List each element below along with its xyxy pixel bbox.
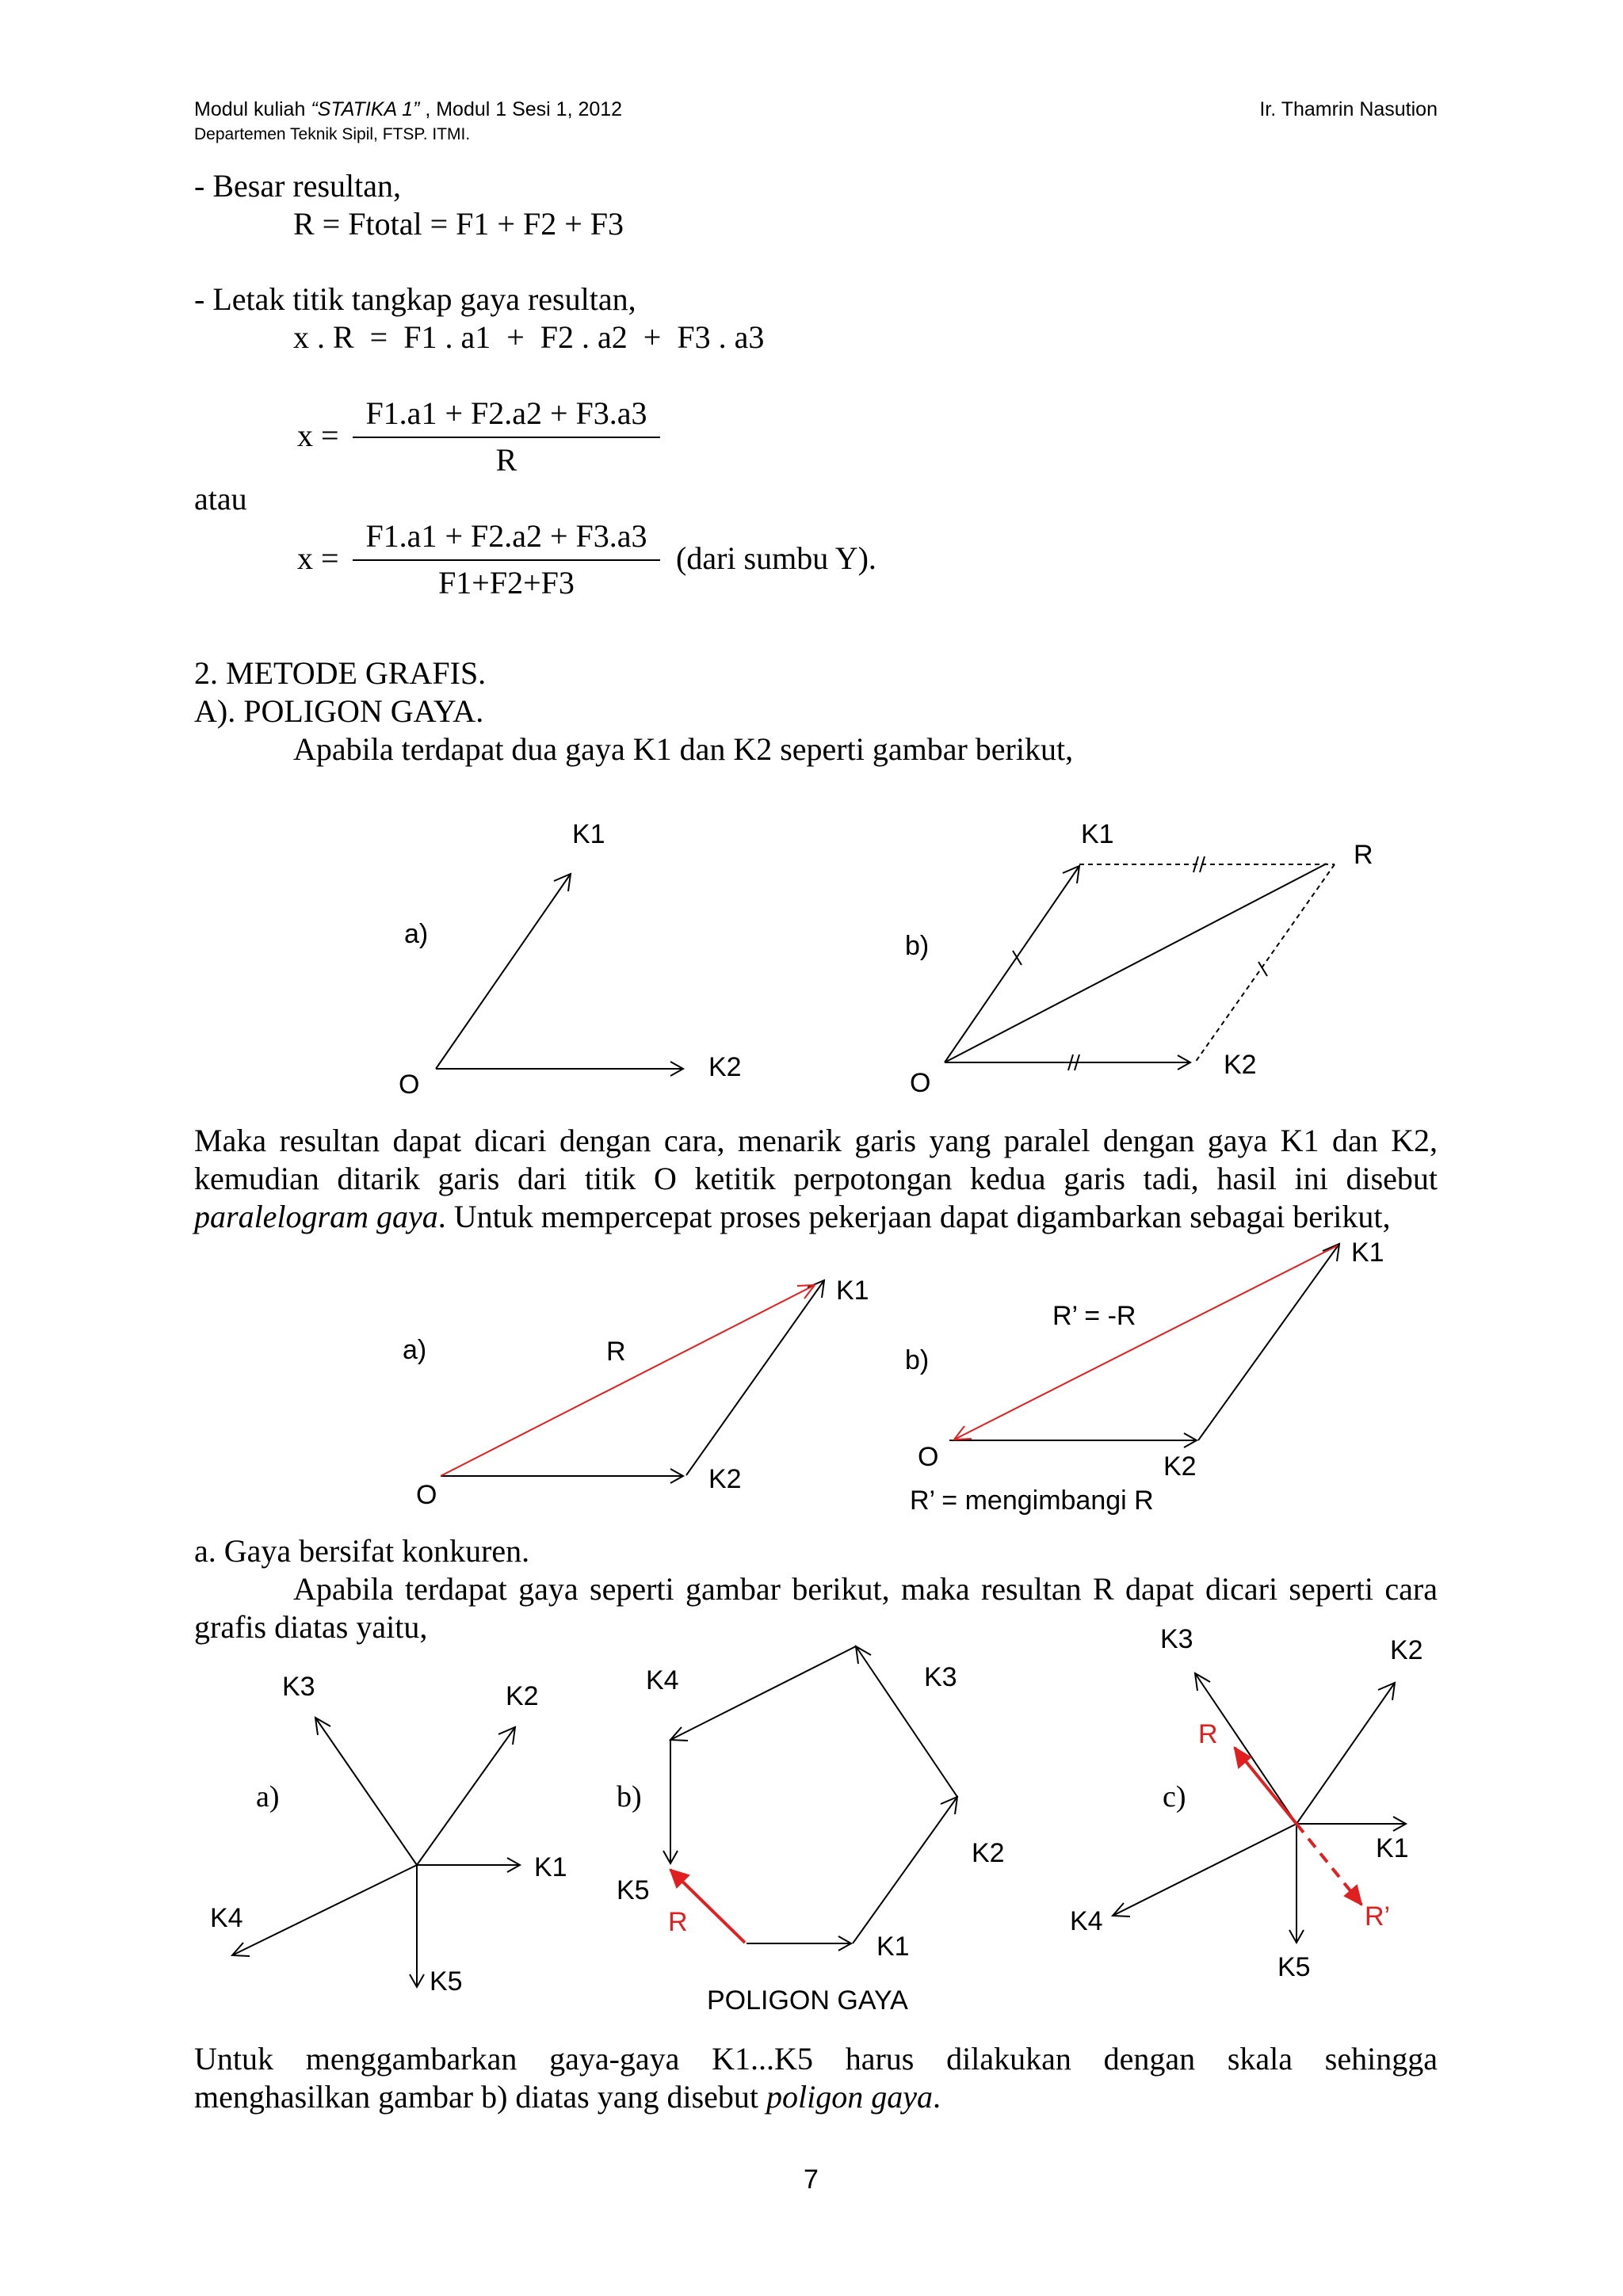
figure-2a — [441, 1280, 824, 1483]
fig3c-k2-label: K2 — [1390, 1635, 1423, 1665]
force-k4-arrow — [670, 1646, 856, 1740]
section-poligon-gaya: A). POLIGON GAYA. — [194, 693, 484, 729]
atau-label: atau — [194, 481, 247, 517]
section-metode-grafis: 2. METODE GRAFIS. — [194, 655, 487, 691]
paragraph-line: kemudian ditarik garis dari titik O ketitik perpotongan kedua garis tadi, hasil ini disebut — [194, 1161, 1438, 1196]
figure-3b — [663, 1646, 957, 1951]
term-poligon-gaya: poligon gaya — [766, 2079, 934, 2115]
fig1b-tag: b) — [905, 931, 930, 961]
fig1a-origin-label: O — [399, 1070, 420, 1100]
fig2a-r-label: R — [606, 1337, 626, 1367]
fig2a-k1-label: K1 — [836, 1276, 869, 1306]
frac1-numerator: F1.a1 + F2.a2 + F3.a3 — [365, 395, 647, 431]
fig3b-k1-label: K1 — [876, 1932, 910, 1962]
fig1a-k1-label: K1 — [572, 819, 605, 849]
figure-2b — [949, 1244, 1339, 1447]
figure-3c — [1113, 1673, 1406, 1943]
fig2b-r-prime-label: R’ = -R — [1052, 1301, 1136, 1331]
parallel-dashed-line-right — [1195, 864, 1335, 1062]
final-paragraph-line: Untuk menggambarkan gaya-gaya K1...K5 harus dilakukan dengan skala sehingga — [194, 2041, 1438, 2077]
subsection-konkuren: a. Gaya bersifat konkuren. — [194, 1533, 530, 1569]
fig2a-k2-label: K2 — [708, 1464, 742, 1494]
force-k2-arrow — [853, 1797, 957, 1943]
final-line-suffix: . — [933, 2079, 941, 2115]
fig1b-k2-label: K2 — [1224, 1050, 1257, 1080]
fig3b-k5-label: K5 — [617, 1875, 650, 1905]
figure-3a — [232, 1718, 520, 1987]
fig3a-k5-label: K5 — [430, 1966, 463, 1997]
besar-resultan-label: - Besar resultan, — [194, 168, 402, 204]
figure-1a — [436, 874, 683, 1076]
figure-two-forces — [0, 800, 1623, 1117]
page-number: 7 — [804, 2164, 819, 2195]
header-author: Ir. Thamrin Nasution — [1259, 98, 1438, 120]
force-k4-arrow — [1113, 1824, 1296, 1916]
intro-paragraph: Apabila terdapat dua gaya K1 dan K2 seperti gambar berikut, — [293, 731, 1074, 767]
fig3b-k4-label: K4 — [646, 1665, 679, 1695]
fig3c-k5-label: K5 — [1277, 1952, 1311, 1982]
figure-concurrent-forces — [0, 1616, 1623, 2028]
fig2b-tag: b) — [905, 1345, 930, 1375]
final-line-prefix: menghasilkan gambar b) diatas yang disebut — [194, 2079, 767, 2115]
fig3c-k3-label: K3 — [1160, 1624, 1193, 1654]
fig3b-r-label: R — [668, 1907, 688, 1937]
equation-moment: x . R = F1 . a1 + F2 . a2 + F3 . a3 — [293, 319, 765, 355]
frac1-lhs: x = — [297, 418, 339, 453]
tick-mark — [1258, 962, 1267, 976]
fig2b-k1-label: K1 — [1351, 1238, 1384, 1268]
fig2b-k2-label: K2 — [1163, 1451, 1197, 1482]
letak-titik-label: - Letak titik tangkap gaya resultan, — [194, 281, 636, 317]
equation-total: R = Ftotal = F1 + F2 + F3 — [293, 206, 624, 242]
force-k2-arrow — [417, 1727, 515, 1865]
fig3b-k2-label: K2 — [972, 1838, 1005, 1868]
final-paragraph-line — [194, 2079, 941, 2115]
paragraph-line — [194, 1199, 1391, 1235]
paragraph-line: Maka resultan dapat dicari dengan cara, menarik garis yang paralel dengan gaya K1 dan K2, — [194, 1123, 1438, 1158]
frac2-numerator: F1.a1 + F2.a2 + F3.a3 — [365, 518, 647, 554]
figure-1b — [945, 856, 1335, 1070]
fig3c-r-label: R — [1198, 1719, 1218, 1749]
header-department: Departemen Teknik Sipil, FTSP. ITMI. — [194, 125, 471, 143]
fig2a-tag: a) — [403, 1335, 427, 1365]
fig3a-k3-label: K3 — [282, 1672, 315, 1702]
force-k4-arrow — [232, 1865, 417, 1955]
resultant-r-arrow — [441, 1285, 815, 1476]
fig3c-k1-label: K1 — [1376, 1833, 1409, 1863]
konkuren-paragraph-line: grafis diatas yaitu, — [194, 1609, 428, 1645]
fig3b-tag: b) — [617, 1780, 642, 1814]
fig2a-origin-label: O — [416, 1480, 437, 1510]
header-left — [194, 98, 622, 121]
fig3c-k4-label: K4 — [1070, 1906, 1103, 1936]
force-k3-arrow — [315, 1718, 417, 1865]
frac2-denominator: F1+F2+F3 — [438, 565, 575, 601]
equilibrant-r-prime-arrow — [954, 1245, 1338, 1440]
frac2-note: (dari sumbu Y). — [676, 540, 876, 576]
force-k1-arrow — [686, 1280, 824, 1475]
fig3c-tag: c) — [1163, 1780, 1186, 1814]
paragraph-line-rest: . Untuk mempercepat proses pekerjaan dapat digambarkan sebagai berikut, — [437, 1199, 1391, 1234]
header-course-suffix: , Modul 1 Sesi 1, 2012 — [419, 98, 623, 120]
fig3c-r-prime-label: R’ — [1365, 1901, 1391, 1932]
frac2-line — [353, 559, 660, 561]
fig3a-k4-label: K4 — [210, 1903, 243, 1933]
term-paralelogram-gaya: paralelogram gaya — [194, 1199, 438, 1234]
figure-resultant-triangle — [0, 1236, 1623, 1529]
konkuren-paragraph-line: Apabila terdapat gaya seperti gambar berikut, maka resultan R dapat dicari seperti cara — [293, 1571, 1438, 1607]
force-k1-arrow — [1198, 1244, 1339, 1440]
force-k1-arrow — [436, 874, 571, 1069]
header-course-title: “STATIKA 1” — [311, 98, 420, 120]
fig1a-k2-label: K2 — [708, 1052, 742, 1082]
frac2-lhs: x = — [297, 540, 339, 576]
fig1b-origin-label: O — [910, 1068, 931, 1098]
fig2b-origin-label: O — [918, 1442, 939, 1472]
fig3b-caption: POLIGON GAYA — [707, 1985, 908, 2016]
fig2b-caption: R’ = mengimbangi R — [910, 1486, 1154, 1516]
fig1b-r-label: R — [1354, 840, 1373, 870]
force-k1-arrow — [945, 866, 1079, 1062]
fig3a-k1-label: K1 — [534, 1852, 567, 1882]
frac1-denominator: R — [495, 442, 517, 478]
fig1b-k1-label: K1 — [1081, 819, 1114, 849]
fig3a-k2-label: K2 — [506, 1681, 539, 1711]
fig3b-k3-label: K3 — [924, 1662, 957, 1692]
fig1a-tag: a) — [404, 919, 429, 949]
frac1-line — [353, 437, 660, 438]
resultant-r-line — [945, 864, 1327, 1062]
force-k2-arrow — [1296, 1683, 1395, 1824]
header-course-prefix: Modul kuliah — [194, 98, 311, 120]
fig3a-tag: a) — [256, 1780, 280, 1814]
